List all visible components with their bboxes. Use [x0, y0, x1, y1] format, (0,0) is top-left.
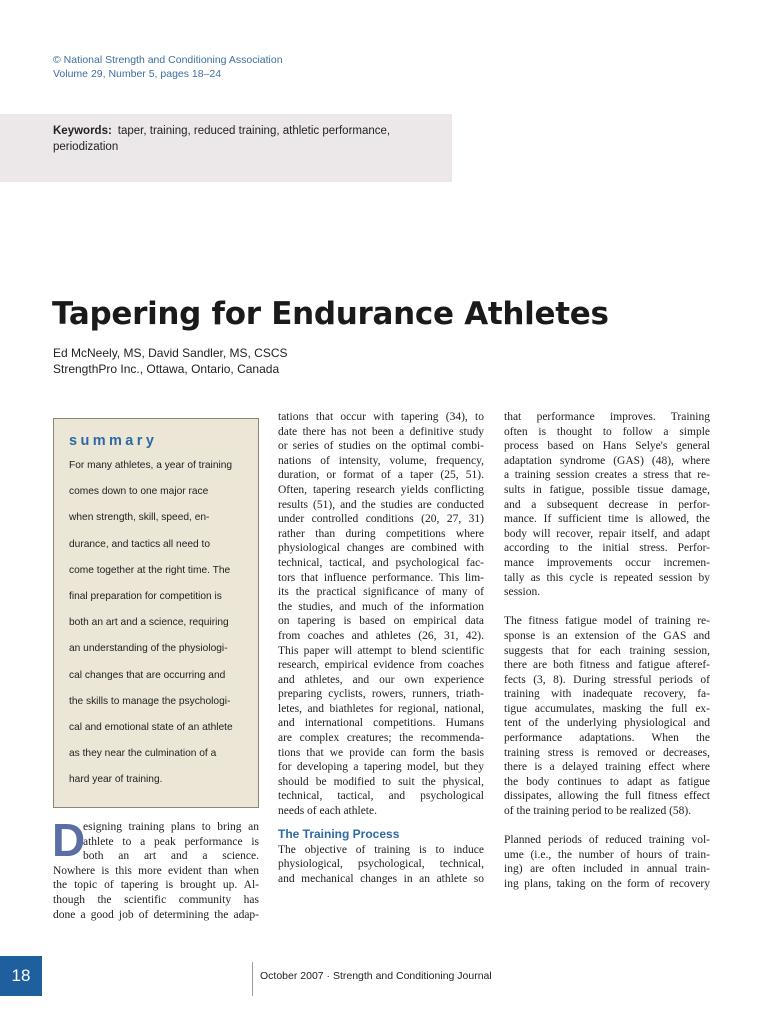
keywords-line-2: periodization	[53, 140, 119, 153]
body-line: body will recover, repair itself, and adapt	[504, 527, 710, 540]
body-line: tent of the underlying physiological and	[504, 717, 710, 730]
body-line: from coaches and athletes (26, 31, 42).	[278, 629, 484, 642]
authors: Ed McNeely, MS, David Sandler, MS, CSCS	[53, 346, 288, 360]
summary-line: cal and emotional state of an athlete	[69, 722, 233, 734]
body-line: there is a delayed training effect where	[504, 761, 710, 774]
body-line: tors that influence performance. This lim-	[278, 571, 484, 584]
body-line: physiological changes are combined with	[278, 542, 484, 555]
summary-box	[53, 418, 259, 808]
column-3-paragraph-3	[504, 833, 710, 891]
summary-line: when strength, skill, speed, en-	[69, 512, 210, 524]
body-column-1	[52, 814, 259, 922]
summary-line: both an art and a science, requiring	[69, 617, 229, 629]
body-line: duration, or format of a taper (25, 51).	[278, 469, 484, 482]
body-line: are complex creatures; the recommenda-	[278, 732, 484, 745]
body-line: session.	[504, 586, 541, 599]
body-line: of the training period to be realized (58).	[504, 805, 692, 818]
body-line: the topic of tapering is brought up. Al-	[53, 879, 259, 892]
body-line: preparing cyclists, rowers, runners, triath-	[278, 688, 484, 701]
body-line: and athletes, and our own experience	[278, 673, 484, 686]
body-line: dissipates, allowing the full fitness effect	[504, 790, 710, 803]
summary-line: come together at the right time. The	[69, 564, 231, 576]
body-line: process based on Hans Selye's general	[504, 440, 710, 453]
body-line: mance. If sufficient time is allowed, the	[504, 513, 710, 526]
body-line: The fitness fatigue model of training re-	[504, 615, 710, 628]
body-line: Often, tapering research yields conflicting	[278, 483, 484, 496]
body-line: and international competitions. Humans	[278, 717, 484, 730]
body-line: a training session creates a stress that re-	[504, 469, 710, 482]
affiliation: StrengthPro Inc., Ottawa, Ontario, Canada	[53, 362, 280, 376]
body-line: tally as this cycle is repeated session by	[504, 571, 710, 584]
body-line: on tapering is based on empirical data	[278, 615, 484, 628]
body-line: athlete to a peak performance is	[83, 835, 259, 848]
body-line: and mechanical changes in an athlete so	[278, 872, 484, 885]
keywords-label: Keywords:	[53, 125, 112, 137]
opening-paragraph	[52, 814, 259, 922]
author-block	[53, 345, 288, 377]
summary-heading: summary	[69, 433, 158, 449]
summary-line: comes down to one major race	[69, 486, 209, 498]
body-line: ume (i.e., the number of hours of train-	[504, 848, 710, 861]
body-line: that performance improves. Training	[504, 411, 710, 423]
column-2-section-paragraph	[278, 843, 484, 887]
body-line: tations that occur with tapering (34), to	[278, 411, 484, 423]
body-line: though the scientific community has	[53, 893, 259, 906]
summary-line: For many athletes, a year of training	[69, 460, 233, 471]
column-2-paragraph	[278, 410, 484, 819]
column-3-paragraph-1	[504, 410, 710, 600]
body-line: according to the initial stress. Perfor-	[504, 542, 710, 555]
body-line: date there has not been a definitive study	[278, 425, 484, 438]
body-line: and a subsequent decrease in perfor-	[504, 498, 710, 511]
body-line: ing) are often included in annual train-	[504, 863, 710, 876]
body-line: sponse is an extension of the GAS and	[504, 629, 710, 642]
body-line: sults in fatigue, possible tissue damage,	[504, 483, 710, 496]
body-line: performance adaptations. When the	[504, 732, 710, 745]
body-line: This paper will attempt to blend scientific	[278, 644, 484, 657]
body-line: technical, tactical, and psychological	[278, 790, 484, 803]
summary-line: final preparation for competition is	[69, 591, 222, 603]
body-line: The objective of training is to induce	[278, 843, 484, 856]
body-line: its the practical significance of many of	[278, 586, 484, 599]
summary-line: hard year of training.	[69, 774, 163, 786]
body-line: should be modified to suit the physical,	[278, 775, 484, 788]
body-line: done a good job of determining the adap-	[53, 908, 259, 921]
summary-line: the skills to manage the psychologi-	[69, 695, 231, 707]
body-line: both an art and a science.	[83, 850, 259, 863]
body-line: rather than during competitions where	[278, 527, 484, 540]
page-number: 18	[0, 956, 42, 996]
body-line: technical, tactical, and psychological fac-	[278, 556, 484, 569]
keywords	[53, 124, 443, 155]
summary-line: as they near the culmination of a	[69, 748, 217, 760]
body-line: suggests that for each training session,	[504, 644, 710, 657]
body-line: letes, and biathletes for regional, national,	[278, 702, 484, 715]
body-line: fects (3, 8). During stressful periods of	[504, 673, 710, 686]
summary-line: cal changes that are occurring and	[69, 669, 226, 681]
body-line: tigue accumulates, masking the full ex-	[504, 702, 710, 715]
summary-line: an understanding of the physiologi-	[69, 643, 228, 655]
body-line: often is thought to follow a simple	[504, 425, 710, 438]
body-line: training stress is removed or decreases,	[504, 746, 710, 759]
body-line: tions that we provide can form the basis	[278, 746, 484, 759]
journal-footer: October 2007 · Strength and Conditioning Journal	[260, 970, 492, 982]
keywords-line-1: taper, training, reduced training, athletic performance,	[117, 125, 391, 137]
body-line: needs of each athlete.	[278, 805, 377, 818]
body-line: Planned periods of reduced training vol-	[504, 834, 710, 847]
body-line: nations of intensity, volume, frequency,	[278, 454, 484, 467]
body-line: results (51), and the studies are conducted	[278, 498, 484, 511]
body-line: the studies, and much of the information	[278, 600, 484, 613]
body-line: under controlled conditions (20, 27, 31)	[278, 513, 484, 526]
body-line: or series of studies on the optimal combi-	[278, 440, 484, 453]
body-line: there are both fitness and fatigue afteref-	[504, 659, 710, 672]
article-title: Tapering for Endurance Athletes	[52, 296, 609, 332]
footer-divider	[252, 962, 253, 996]
volume-line: Volume 29, Number 5, pages 18–24	[53, 68, 222, 80]
drop-cap: D	[52, 814, 86, 866]
copyright-line: © National Strength and Conditioning Association	[53, 54, 283, 66]
body-line: training with inadequate recovery, fa-	[504, 688, 710, 701]
body-line: mance improvements occur incremen-	[504, 556, 710, 569]
summary-line: durance, and tactics all need to	[69, 538, 211, 550]
column-3-paragraph-2	[504, 614, 710, 818]
masthead	[53, 53, 283, 81]
body-line: for developing a tapering model, but they	[278, 761, 484, 774]
body-line: esigning training plans to bring an	[83, 821, 259, 833]
body-line: ing plans, taking on the form of recovery	[504, 878, 710, 890]
body-column-2	[278, 410, 484, 886]
section-heading: The Training Process	[278, 826, 400, 841]
body-line: adaptation syndrome (GAS) (48), where	[504, 454, 710, 467]
body-line: research, empirical evidence from coaches	[278, 659, 484, 672]
body-line: the body continues to adapt as fatigue	[504, 775, 710, 788]
body-line: physiological, psychological, technical,	[278, 858, 484, 871]
body-column-3	[504, 410, 710, 892]
summary-text	[69, 453, 244, 794]
body-line: Nowhere is this more evident than when	[53, 864, 259, 877]
